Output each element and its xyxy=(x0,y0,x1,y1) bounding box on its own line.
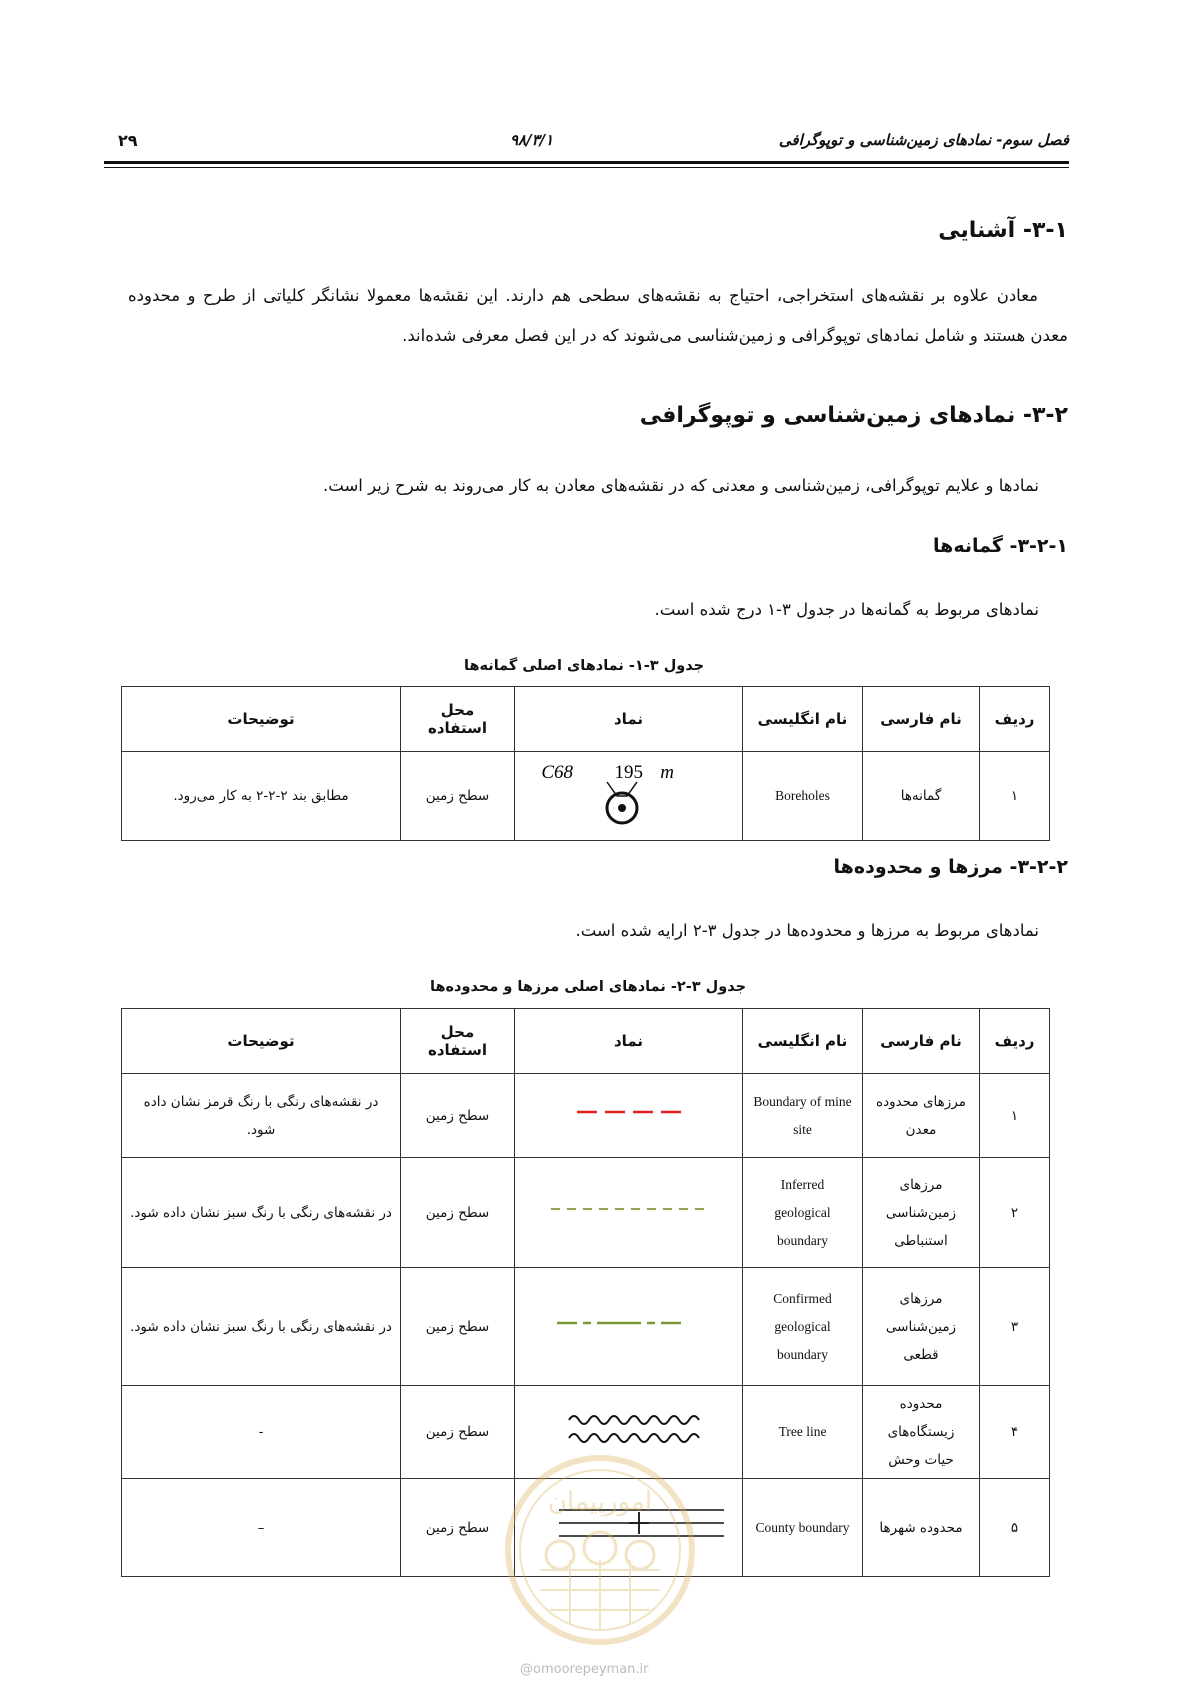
section-title-introduction: ۳-۱- آشنایی xyxy=(938,218,1068,243)
borehole-symbol-icon xyxy=(529,756,729,826)
table-header-row xyxy=(122,687,1050,752)
green-dashed-line-icon xyxy=(529,1193,729,1223)
section-title-symbols: ۳-۲- نمادهای زمین‌شناسی و توپوگرافی xyxy=(639,403,1068,428)
cell-usage: سطح زمین xyxy=(401,752,515,841)
section-paragraph-symbols: نمادها و علایم توپوگرافی، زمین‌شناسی و معدنی که در نقشه‌های معادن به کار می‌روند به شرح زیر است. xyxy=(323,476,1039,495)
cell-description: در نقشه‌های رنگی با رنگ سبز نشان داده شود. xyxy=(122,1158,401,1268)
cell-row-number: ۳ xyxy=(980,1268,1050,1386)
header-symbol: نماد xyxy=(515,687,743,752)
cell-usage: سطح زمین xyxy=(401,1158,515,1268)
watermark-logo xyxy=(500,1450,700,1654)
table-row xyxy=(122,752,1050,841)
page-number: ۲۹ xyxy=(118,131,138,150)
cell-row-number: ۲ xyxy=(980,1158,1050,1268)
cell-row-number: ۴ xyxy=(980,1386,1050,1479)
green-dash-long-line-icon xyxy=(529,1307,729,1337)
cell-english-name: County boundary xyxy=(743,1479,863,1577)
cell-row-number: ۱ xyxy=(980,1074,1050,1158)
header-row-number: ردیف xyxy=(980,1009,1050,1074)
header-persian-name: نام فارسی xyxy=(863,1009,980,1074)
table-boreholes xyxy=(121,686,1050,841)
header-usage: محل استفاده xyxy=(401,1009,515,1074)
borehole-center-dot xyxy=(618,804,626,812)
red-dashed-line-icon xyxy=(529,1096,729,1126)
header-persian-name: نام فارسی xyxy=(863,687,980,752)
cell-description: در نقشه‌های رنگی با رنگ سبز نشان داده شود. xyxy=(122,1268,401,1386)
cell-row-number: ۵ xyxy=(980,1479,1050,1577)
cell-english-name: Confirmed geological boundary xyxy=(743,1268,863,1386)
watermark-site: @omoorepeyman.ir xyxy=(520,1662,649,1677)
table-row xyxy=(122,1074,1050,1158)
cell-persian-name: مرزهای زمین‌شناسی قطعی xyxy=(863,1268,980,1386)
cell-english-name: Tree line xyxy=(743,1386,863,1479)
wavy-line-top xyxy=(569,1416,699,1424)
borehole-label-left: C68 xyxy=(540,762,573,783)
header-english-name: نام انگلیسی xyxy=(743,687,863,752)
cell-persian-name: محدوده شهرها xyxy=(863,1479,980,1577)
section-title-boreholes: ۳-۲-۱- گمانه‌ها xyxy=(933,535,1068,557)
cell-persian-name: مرزهای محدوده معدن xyxy=(863,1074,980,1158)
table2-caption: جدول ۳-۲- نمادهای اصلی مرزها و محدوده‌ها xyxy=(430,979,747,995)
cell-english-name: Inferred geological boundary xyxy=(743,1158,863,1268)
table-row xyxy=(122,1158,1050,1268)
cell-symbol xyxy=(515,752,743,841)
cell-description: - xyxy=(122,1386,401,1479)
cell-usage: سطح زمین xyxy=(401,1479,515,1577)
header-description: توضیحات xyxy=(122,1009,401,1074)
section-paragraph-boreholes: نمادهای مربوط به گمانه‌ها در جدول ۳-۱ درج شده است. xyxy=(654,600,1039,619)
table1-caption: جدول ۳-۱- نمادهای اصلی گمانه‌ها xyxy=(464,658,705,674)
running-header-chapter: فصل سوم- نمادهای زمین‌شناسی و توپوگرافی xyxy=(778,131,1069,149)
cell-description: مطابق بند ۲-۲-۲ به کار می‌رود. xyxy=(122,752,401,841)
cell-symbol xyxy=(515,1158,743,1268)
wavy-lines-icon xyxy=(529,1402,729,1452)
header-rule-thick xyxy=(104,161,1069,164)
header-usage: محل استفاده xyxy=(401,687,515,752)
cell-symbol xyxy=(515,1074,743,1158)
borehole-unit: m xyxy=(659,762,674,783)
header-rule-thin xyxy=(104,167,1069,168)
cell-usage: سطح زمین xyxy=(401,1074,515,1158)
cell-persian-name: محدوده زیستگاه‌های حیات وحش xyxy=(863,1386,980,1479)
table-header-row xyxy=(122,1009,1050,1074)
cell-symbol xyxy=(515,1268,743,1386)
cell-description: در نقشه‌های رنگی با رنگ قرمز نشان داده شود. xyxy=(122,1074,401,1158)
watermark-seal-icon xyxy=(500,1450,700,1650)
cell-description: – xyxy=(122,1479,401,1577)
cell-usage: سطح زمین xyxy=(401,1386,515,1479)
header-symbol: نماد xyxy=(515,1009,743,1074)
cell-persian-name: گمانه‌ها xyxy=(863,752,980,841)
wavy-line-bottom xyxy=(569,1434,699,1442)
cell-persian-name: مرزهای زمین‌شناسی استنباطی xyxy=(863,1158,980,1268)
cell-english-name: Boreholes xyxy=(743,752,863,841)
header-description: توضیحات xyxy=(122,687,401,752)
header-row-number: ردیف xyxy=(980,687,1050,752)
section-paragraph-boundaries: نمادهای مربوط به مرزها و محدوده‌ها در جدول ۳-۲ ارایه شده است. xyxy=(575,921,1039,940)
watermark-text: امورپیمان xyxy=(547,1487,653,1517)
borehole-label-right: 195 xyxy=(614,762,643,783)
section-paragraph-introduction: معادن علاوه بر نقشه‌های استخراجی، احتیاج به نقشه‌های سطحی هم دارند. این نقشه‌ها معمولا نشانگر کلیاتی از طرح و محدوده معدن هستند و شامل نمادهای توپوگرافی و زمین‌شناسی می‌شوند که در این فصل معرفی شده‌اند. xyxy=(128,286,1068,345)
table-row xyxy=(122,1268,1050,1386)
header-english-name: نام انگلیسی xyxy=(743,1009,863,1074)
cell-english-name: Boundary of mine site xyxy=(743,1074,863,1158)
running-header-date: ۹۸/۳/۱ xyxy=(510,131,554,149)
section-title-boundaries: ۳-۲-۲- مرزها و محدوده‌ها xyxy=(833,856,1068,878)
cell-row-number: ۱ xyxy=(980,752,1050,841)
cell-usage: سطح زمین xyxy=(401,1268,515,1386)
